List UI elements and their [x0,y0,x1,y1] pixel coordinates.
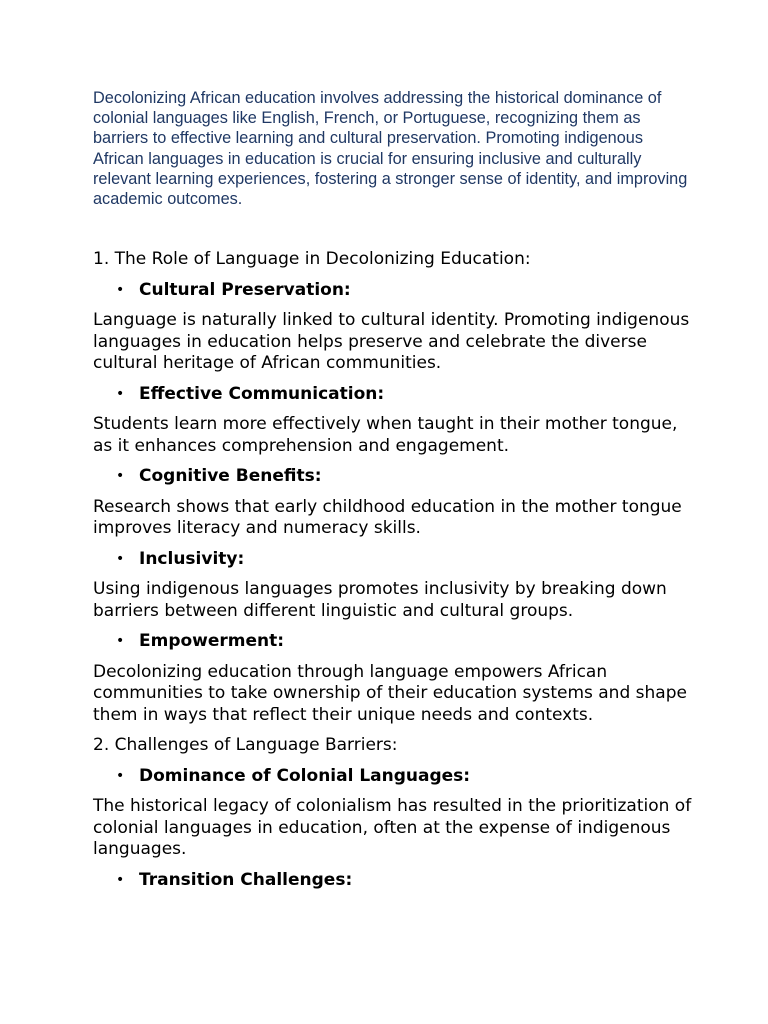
bullet-title: Empowerment: [139,631,285,652]
bullet-dot-icon: • [116,871,125,888]
bullet-title: Transition Challenges: [139,869,353,890]
bullet-dot-icon: • [116,767,125,784]
document-page [93,88,693,900]
section-heading-role: 1. The Role of Language in Decolonizing Education: [93,249,531,270]
bullet-empowerment [93,631,693,653]
bullet-dot-icon: • [116,385,125,402]
bullet-inclusivity [93,549,693,571]
bullet-effective-communication [93,384,693,406]
bullet-title: Effective Communication: [139,383,385,404]
body-effective-communication: Students learn more effectively when taught in their mother tongue, as it enhances comprehension and engagement. [93,414,678,456]
bullet-title: Cultural Preservation: [139,279,351,300]
bullet-dot-icon: • [116,281,125,298]
body-cognitive-benefits: Research shows that early childhood education in the mother tongue improves literacy and numeracy skills. [93,496,682,539]
section-heading-challenges: 2. Challenges of Language Barriers: [93,735,398,756]
bullet-cognitive-benefits [93,466,693,488]
intro-paragraph: Decolonizing African education involves addressing the historical dominance of colonial languages like English, French, or Portuguese, recognizing them as barriers to effective learning and cultural preservation. Promoting indigenous African languages in education is crucial for ensuring inclusive and culturally relevant learning experiences, fostering a stronger sense of identity, and improving academic outcomes. [93,89,688,209]
bullet-dot-icon: • [116,633,125,650]
body-empowerment: Decolonizing education through language empowers African communities to take ownership of their education systems and shape them in ways that reflect their unique needs and contexts. [93,661,687,725]
bullet-transition-challenges [93,870,693,892]
bullet-cultural-preservation [93,280,693,302]
body-inclusivity: Using indigenous languages promotes inclusivity by breaking down barriers between different linguistic and cultural groups. [93,579,667,621]
bullet-dot-icon: • [116,468,125,485]
bullet-title: Inclusivity: [139,548,245,569]
bullet-title: Cognitive Benefits: [139,466,322,487]
body-dominance-colonial-languages: The historical legacy of colonialism has resulted in the prioritization of colonial languages in education, often at the expense of indigenous languages. [93,796,692,860]
bullet-dominance-colonial-languages [93,766,693,788]
bullet-title: Dominance of Colonial Languages: [139,765,471,786]
body-cultural-preservation: Language is naturally linked to cultural identity. Promoting indigenous languages in education helps preserve and celebrate the diverse cultural heritage of African communities. [93,310,690,374]
bullet-dot-icon: • [116,550,125,567]
